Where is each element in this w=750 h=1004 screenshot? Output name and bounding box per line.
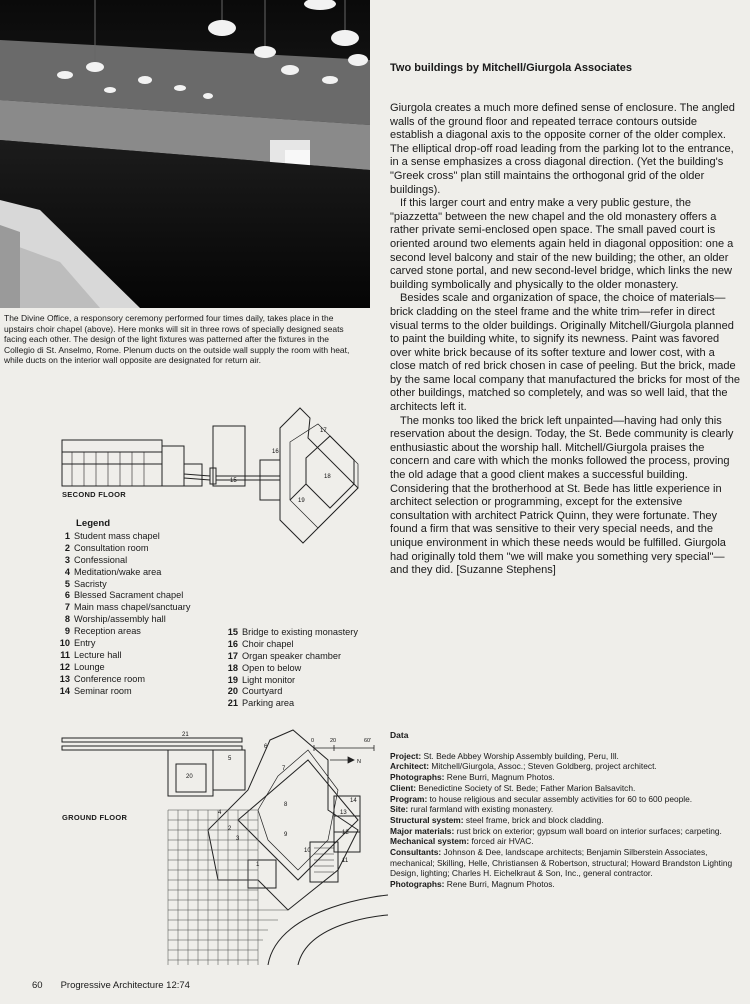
legend-item: 21 Parking area bbox=[227, 698, 295, 709]
legend-item: 1 Student mass chapel bbox=[64, 530, 160, 541]
legend-title: Legend bbox=[76, 518, 111, 529]
journal-name: Progressive Architecture 12:74 bbox=[60, 980, 190, 991]
plan-num-1: 1 bbox=[256, 862, 260, 868]
second-floor-label: SECOND FLOOR bbox=[62, 490, 127, 499]
plan-num-9: 9 bbox=[284, 832, 288, 838]
legend-item: 4 Meditation/wake area bbox=[64, 566, 162, 577]
data-row: Structural system: steel frame, brick and block cladding. bbox=[390, 814, 604, 825]
plan-num-13: 13 bbox=[340, 810, 347, 816]
scale-label: 0 bbox=[311, 738, 315, 744]
plan-num-21: 21 bbox=[182, 732, 189, 738]
article-paragraph: Besides scale and organization of space, the choice of materials—brick cladding on the steel frame and the white trim—refer in direct visual terms to the older buildings. Originally Mitchell/Giurgola planned to paint the building white, to signify its newness. Paint was favored over white brick because of its softer texture and lower cost, with a close match of red brick chosen in case of peeling. But the brick, made by the same local company that manufactured the bricks for most of the other buildings, matched so completely, and was so well laid, that the architects left it. bbox=[390, 292, 740, 414]
data-row: Photographs: Rene Burri, Magnum Photos. bbox=[390, 772, 555, 783]
article-headline: Two buildings by Mitchell/Giurgola Associates bbox=[390, 62, 633, 74]
plan-num-10: 10 bbox=[304, 848, 311, 854]
article-paragraph: If this larger court and entry make a very public gesture, the "piazzetta" between the new chapel and the old monastery offers a rather private semi-enclosed open space. The small paved court is oriented around two elements again held in diagonal opposition: one a second level balcony and stair of the new building; the other, an older carved stone portal, and new second-level bridge, which links the new building symbolically and physically to the older monastery. bbox=[390, 197, 734, 291]
plan-num-3: 3 bbox=[236, 836, 240, 842]
legend-item: 20 Courtyard bbox=[227, 686, 283, 697]
plan-num-8: 8 bbox=[284, 802, 288, 808]
article-paragraph: Giurgola creates a much more defined sense of enclosure. The angled walls of the ground floor and repeated terrace contours outside establish a diagonal axis to the opposite corner of the older complex. The elliptical drop-off road leading from the parking lot to the entrance, in a sense emphasizes a cross diagonal direction. (Yet the building's "Greek cross" plan still maintains the orthogonal grid of the older buildings). bbox=[390, 102, 735, 196]
legend-item: 14 Seminar room bbox=[59, 685, 132, 696]
choir-chapel-photo bbox=[0, 0, 370, 308]
ground-floor-plan bbox=[58, 720, 388, 965]
legend-item: 10 Entry bbox=[59, 638, 96, 649]
plan-num-17: 17 bbox=[320, 428, 327, 434]
legend-item: 6 Blessed Sacrament chapel bbox=[64, 590, 184, 601]
ground-floor-label: GROUND FLOOR bbox=[62, 813, 128, 822]
plan-num-19: 19 bbox=[298, 498, 305, 504]
scale-label: 20 bbox=[330, 738, 337, 744]
data-row: Major materials: rust brick on exterior; gypsum wall board on interior surfaces; carpeting. bbox=[390, 825, 722, 836]
photo-caption: The Divine Office, a responsory ceremony performed four times daily, takes place in the upstairs choir chapel (above). Here monks will sit in three rows of specially designed seats facing each other. The design of the light fixtures was patterned after the fixtures in the Collegio di St. Anselmo, Rome. Plenum ducts on the outside wall supply the room with heat, while ducts on the interior wall opposite are designated for return air. bbox=[4, 313, 350, 366]
legend-item: 15 Bridge to existing monastery bbox=[227, 626, 358, 637]
plan-num-2: 2 bbox=[228, 826, 232, 832]
plan-num-5: 5 bbox=[228, 756, 232, 762]
data-row: Consultants: Johnson & Dee, landscape architects; Benjamin Silberstein Associates, mechanical; Skilling, Helle, Christiansen & Robertson, structural; Howard Brandston Lighting Design, lighting; Charles H. Eichelkraut & Son, Inc., general contractor. bbox=[390, 847, 733, 879]
legend-item: 16 Choir chapel bbox=[227, 638, 294, 649]
data-row: Project: St. Bede Abbey Worship Assembly building, Peru, Ill. bbox=[390, 750, 619, 761]
article-paragraph: The monks too liked the brick left unpainted—having had only this reservation about the design. Today, the St. Bede community is clearly enthusiastic about the worship hall. Mitchell/Giurgola praises the concern and care with which the monks followed the process, proving the old adage that a good client makes a successful building. Considering that the brotherhood at St. Bede has little experience in architect selection or programming, except for the extensive consultation with architect Patrick Quinn, they were fortunate. They found a firm that was sensitive to their very special needs, and the unique environment in which these needs would be fulfilled. Giurgola had originally told them "we will make you something very special"—and they did. [Suzanne Stephens] bbox=[390, 414, 734, 577]
page-footer bbox=[32, 980, 208, 991]
data-row: Program: to house religious and secular assembly activities for 60 to 600 people. bbox=[390, 793, 693, 804]
scale-label: 60' bbox=[364, 738, 372, 744]
plan-num-4: 4 bbox=[218, 810, 222, 816]
plan-num-12: 12 bbox=[342, 830, 349, 836]
data-row: Mechanical system: forced air HVAC. bbox=[390, 836, 534, 847]
plan-legend bbox=[50, 518, 380, 710]
plan-num-6: 6 bbox=[264, 744, 268, 750]
data-row: Photographs: Rene Burri, Magnum Photos. bbox=[390, 879, 555, 890]
legend-item: 2 Consultation room bbox=[64, 542, 149, 553]
plan-num-14: 14 bbox=[350, 798, 357, 804]
legend-item: 12 Lounge bbox=[59, 661, 105, 672]
plan-num-15: 15 bbox=[230, 478, 237, 484]
legend-item: 5 Sacristy bbox=[64, 578, 107, 589]
plan-num-20: 20 bbox=[186, 774, 193, 780]
article-body bbox=[390, 102, 742, 578]
legend-item: 13 Conference room bbox=[59, 673, 145, 684]
project-data bbox=[390, 730, 742, 890]
data-title: Data bbox=[390, 730, 409, 740]
north-label: N bbox=[357, 759, 361, 765]
legend-item: 18 Open to below bbox=[227, 662, 302, 673]
data-row: Client: Benedictine Society of St. Bede; Father Marion Balsavitch. bbox=[390, 782, 636, 793]
plan-num-7: 7 bbox=[282, 766, 286, 772]
page-number: 60 bbox=[32, 980, 43, 991]
plan-num-18: 18 bbox=[324, 474, 331, 480]
legend-item: 3 Confessional bbox=[64, 554, 128, 565]
data-row: Architect: Mitchell/Giurgola, Assoc.; Steven Goldberg, project architect. bbox=[390, 761, 657, 772]
data-row: Site: rural farmland with existing monastery. bbox=[390, 804, 554, 815]
plan-num-16: 16 bbox=[272, 449, 279, 455]
legend-item: 7 Main mass chapel/sanctuary bbox=[64, 602, 191, 613]
plan-num-11: 11 bbox=[342, 858, 349, 864]
legend-item: 11 Lecture hall bbox=[60, 649, 122, 660]
legend-item: 19 Light monitor bbox=[227, 674, 296, 685]
legend-item: 9 Reception areas bbox=[64, 626, 141, 637]
legend-item: 8 Worship/assembly hall bbox=[64, 614, 166, 625]
legend-item: 17 Organ speaker chamber bbox=[227, 650, 342, 661]
